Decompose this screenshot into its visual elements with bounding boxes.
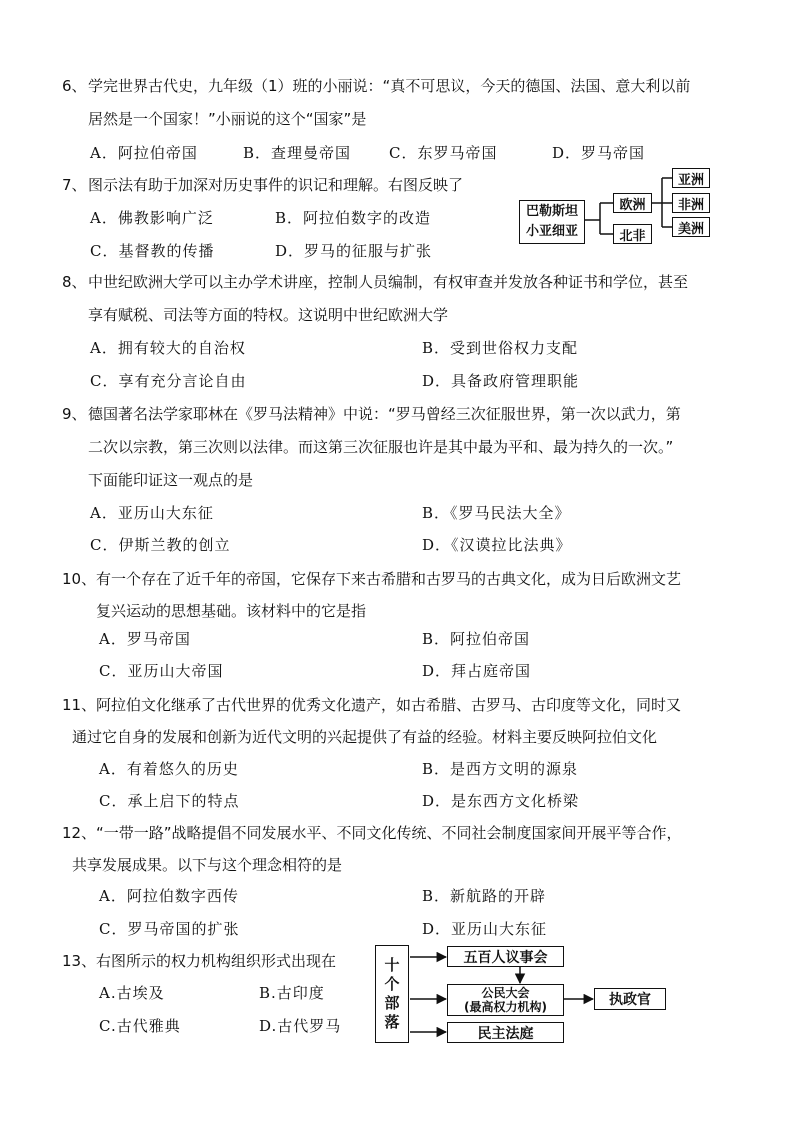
q9-option-b[interactable]: B．《罗马民法大全》 xyxy=(422,504,571,522)
q6-option-b[interactable]: B．查理曼帝国 xyxy=(243,144,352,162)
q10-option-b[interactable]: B．阿拉伯帝国 xyxy=(422,630,531,648)
q8-option-c[interactable]: C．享有充分言论自由 xyxy=(90,372,247,390)
q9-option-d[interactable]: D．《汉谟拉比法典》 xyxy=(422,536,572,554)
q6-option-d[interactable]: D．罗马帝国 xyxy=(552,144,646,162)
q13-tribes-char-4: 落 xyxy=(384,1013,400,1031)
q13-officer-box: 执政官 xyxy=(594,988,666,1010)
q9-option-c[interactable]: C．伊斯兰教的创立 xyxy=(90,536,231,554)
q7-number: 7、 xyxy=(62,176,87,194)
q13-court-box: 民主法庭 xyxy=(447,1022,564,1043)
q13-council-box: 五百人议事会 xyxy=(447,946,564,967)
q6-stem-line-2: 居然是一个国家！”小丽说的这个“国家”是 xyxy=(88,110,367,128)
q13-option-c[interactable]: C.古代雅典 xyxy=(99,1017,181,1035)
q11-option-d[interactable]: D．是东西方文化桥梁 xyxy=(422,792,580,810)
q13-stem-line-1: 右图所示的权力机构组织形式出现在 xyxy=(96,952,337,970)
q13-tribes-char-2: 个 xyxy=(384,975,400,993)
q6-number: 6、 xyxy=(62,77,87,95)
q11-option-a[interactable]: A．有着悠久的历史 xyxy=(99,760,239,778)
q7-option-c[interactable]: C．基督教的传播 xyxy=(90,242,215,260)
q13-option-d[interactable]: D.古代罗马 xyxy=(259,1017,342,1035)
q7-option-a[interactable]: A．佛教影响广泛 xyxy=(90,209,214,227)
q11-number: 11、 xyxy=(62,696,97,714)
q9-number: 9、 xyxy=(62,405,87,423)
q13-option-b[interactable]: B.古印度 xyxy=(259,984,325,1002)
q6-option-a[interactable]: A．阿拉伯帝国 xyxy=(90,144,198,162)
q7-africa-box: 非洲 xyxy=(672,193,710,213)
q10-option-d[interactable]: D．拜占庭帝国 xyxy=(422,662,532,680)
q8-number: 8、 xyxy=(62,273,87,291)
q13-tribes-box xyxy=(375,945,409,1043)
q7-origin-1: 巴勒斯坦 xyxy=(525,204,578,219)
q12-option-c[interactable]: C．罗马帝国的扩张 xyxy=(99,920,240,938)
q12-stem-line-1: “一带一路”战略提倡不同发展水平、不同文化传统、不同社会制度国家间开展平等合作， xyxy=(96,824,682,842)
q10-option-c[interactable]: C．亚历山大帝国 xyxy=(99,662,224,680)
q7-origin-2: 小亚细亚 xyxy=(525,224,578,239)
q12-number: 12、 xyxy=(62,824,97,842)
q10-number: 10、 xyxy=(62,570,97,588)
q13-assembly-box xyxy=(447,984,564,1016)
q6-option-c[interactable]: C．东罗马帝国 xyxy=(389,144,498,162)
q13-option-a[interactable]: A.古埃及 xyxy=(99,984,165,1002)
q7-north-africa-box: 北非 xyxy=(613,224,652,244)
q7-option-b[interactable]: B．阿拉伯数字的改造 xyxy=(275,209,432,227)
q12-stem-line-2: 共享发展成果。以下与这个理念相符的是 xyxy=(72,856,343,874)
q8-option-b[interactable]: B．受到世俗权力支配 xyxy=(422,339,579,357)
q12-option-b[interactable]: B．新航路的开辟 xyxy=(422,887,547,905)
q8-stem-line-1: 中世纪欧洲大学可以主办学术讲座，控制人员编制，有权审查并发放各种证书和学位，甚至 xyxy=(88,273,689,291)
q8-stem-line-2: 享有赋税、司法等方面的特权。这说明中世纪欧洲大学 xyxy=(88,306,449,324)
q9-stem-line-1: 德国著名法学家耶林在《罗马法精神》中说：“罗马曾经三次征服世界，第一次以武力，第 xyxy=(88,405,681,423)
q9-option-a[interactable]: A．亚历山大东征 xyxy=(90,504,214,522)
q13-assembly-title: 公民大会 xyxy=(481,986,530,1000)
q11-option-c[interactable]: C．承上启下的特点 xyxy=(99,792,240,810)
q6-stem-line-1: 学完世界古代史，九年级（1）班的小丽说：“真不可思议，今天的德国、法国、意大利以前 xyxy=(88,77,691,95)
q10-stem-line-1: 有一个存在了近千年的帝国，它保存下来古希腊和古罗马的古典文化，成为日后欧洲文艺 xyxy=(96,570,682,588)
q10-option-a[interactable]: A．罗马帝国 xyxy=(99,630,191,648)
q11-stem-line-1: 阿拉伯文化继承了古代世界的优秀文化遗产，如古希腊、古罗马、古印度等文化，同时又 xyxy=(96,696,682,714)
q12-option-d[interactable]: D．亚历山大东征 xyxy=(422,920,548,938)
q10-stem-line-2: 复兴运动的思想基础。该材料中的它是指 xyxy=(96,602,367,620)
q12-option-a[interactable]: A．阿拉伯数字西传 xyxy=(99,887,239,905)
q13-tribes-char-3: 部 xyxy=(384,994,400,1012)
q13-tribes-char-1: 十 xyxy=(384,956,400,974)
q7-europe-box: 欧洲 xyxy=(613,193,652,213)
q11-stem-line-2: 通过它自身的发展和创新为近代文明的兴起提供了有益的经验。材料主要反映阿拉伯文化 xyxy=(72,728,658,746)
q7-stem-line-1: 图示法有助于加深对历史事件的识记和理解。右图反映了 xyxy=(88,176,464,194)
q7-option-d[interactable]: D．罗马的征服与扩张 xyxy=(275,242,433,260)
q9-stem-line-3: 下面能印证这一观点的是 xyxy=(88,471,254,489)
q9-stem-line-2: 二次以宗教，第三次则以法律。而这第三次征服也许是其中最为平和、最为持久的一次。” xyxy=(88,438,674,456)
q7-america-box: 美洲 xyxy=(672,217,710,237)
q7-asia-box: 亚洲 xyxy=(672,168,710,188)
q8-option-a[interactable]: A．拥有较大的自治权 xyxy=(90,339,246,357)
q8-option-d[interactable]: D．具备政府管理职能 xyxy=(422,372,580,390)
q13-assembly-subtitle: (最高权力机构) xyxy=(464,1000,547,1014)
q11-option-b[interactable]: B．是西方文明的源泉 xyxy=(422,760,579,778)
q13-number: 13、 xyxy=(62,952,97,970)
